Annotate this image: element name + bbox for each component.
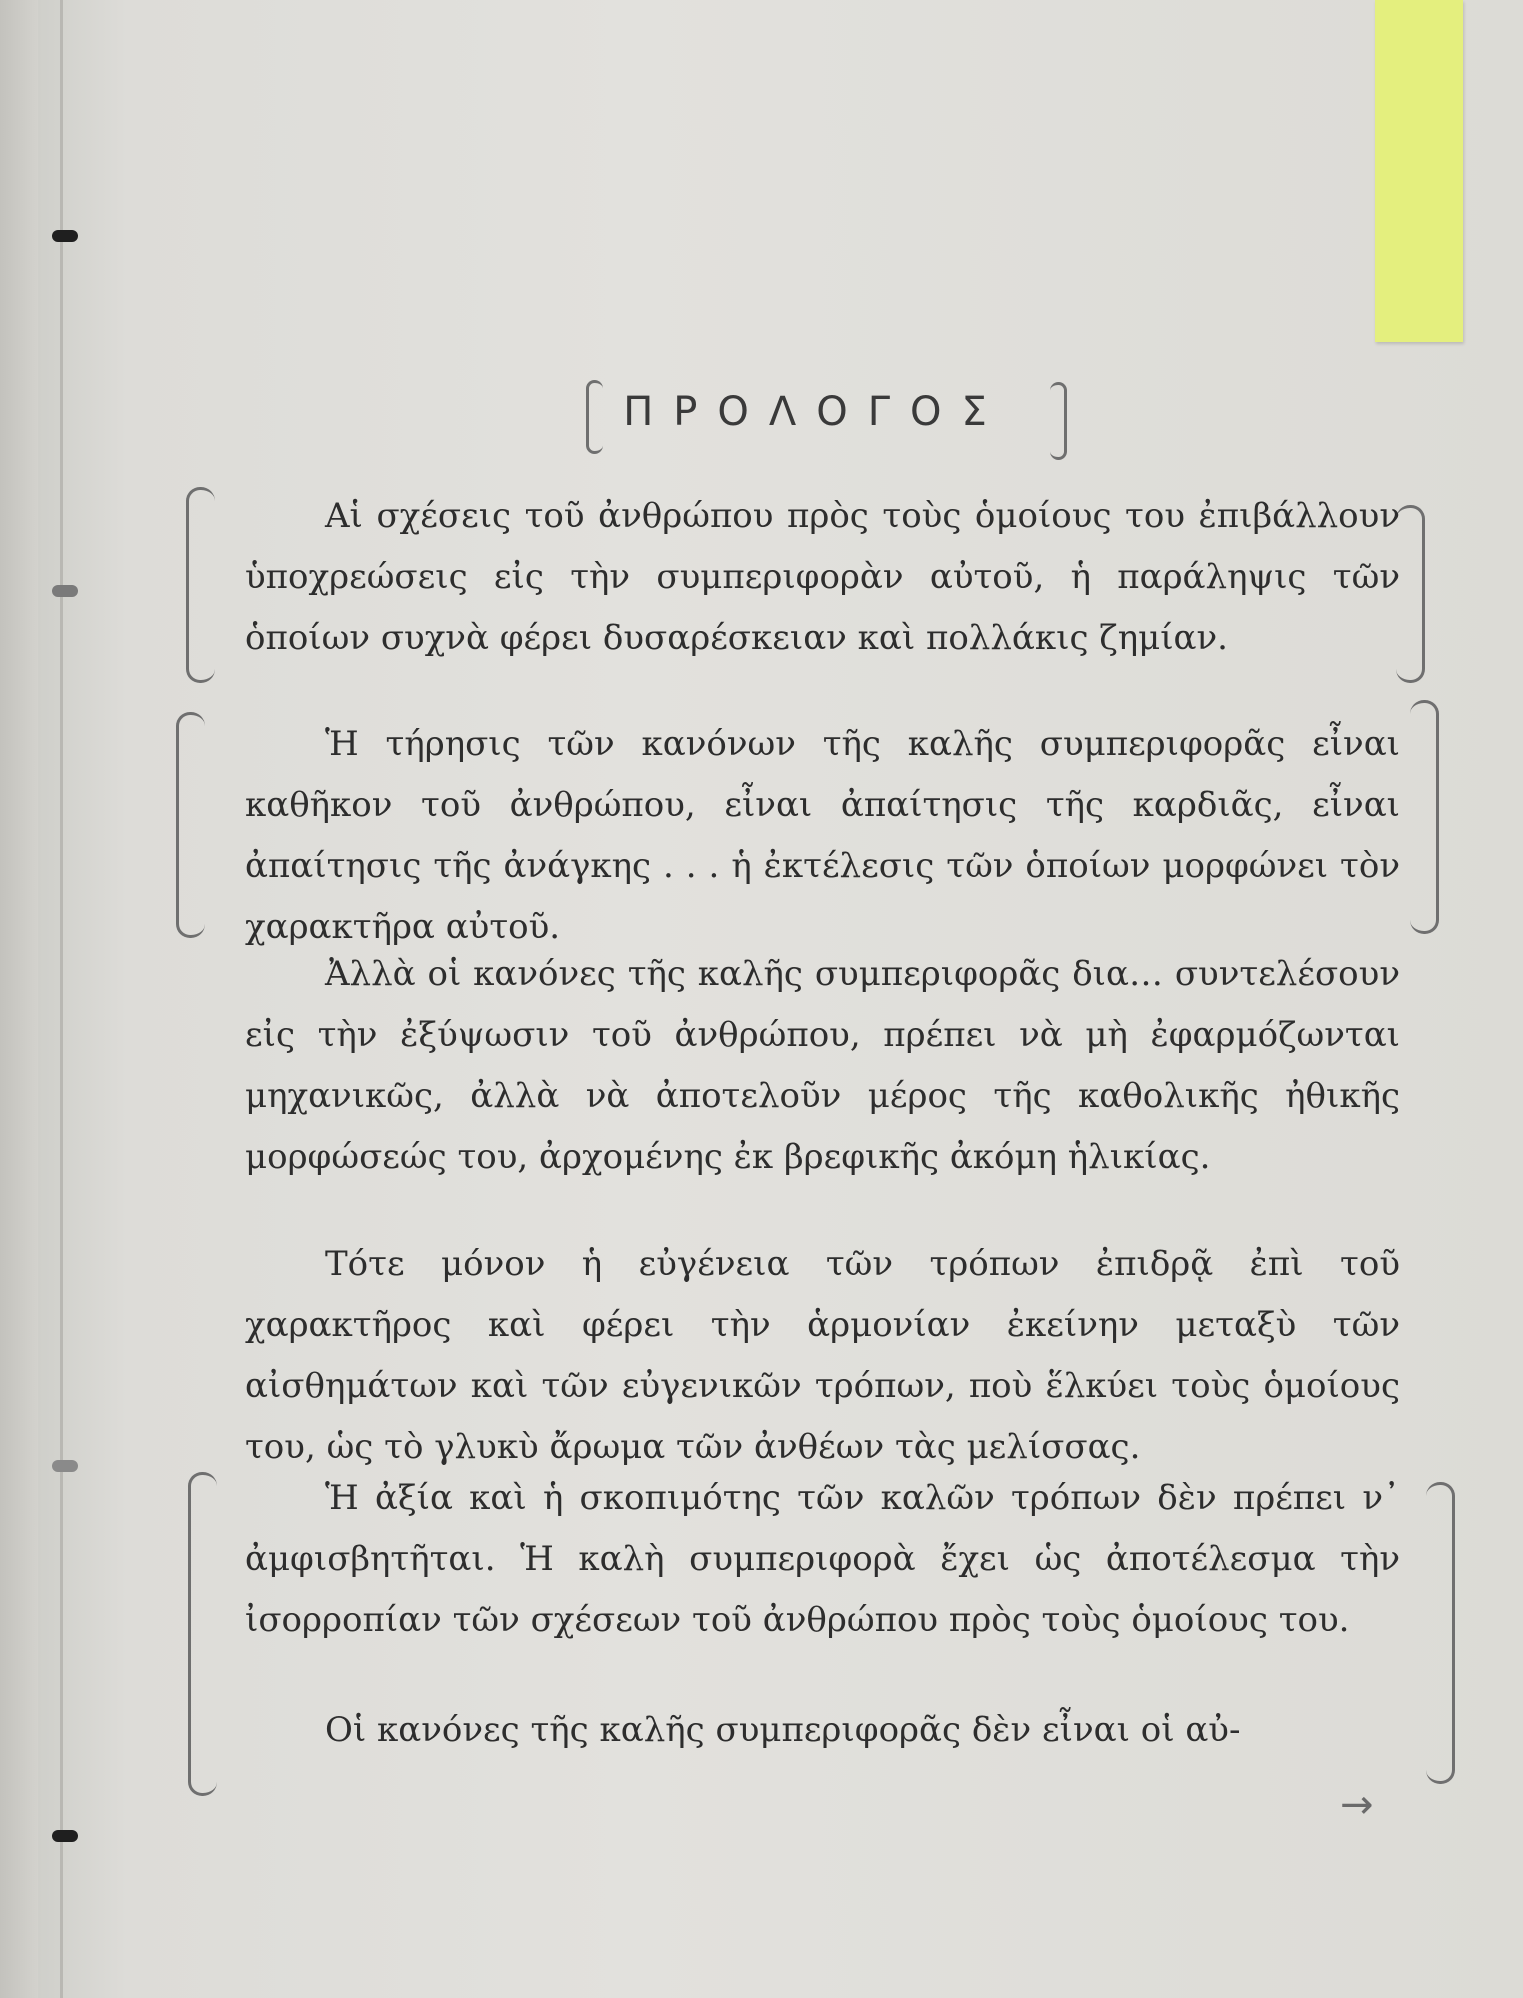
paragraph: Οἱ κανόνες τῆς καλῆς συμπεριφορᾶς δὲν εἶναι οἱ αὐ- [325, 1710, 1241, 1750]
pencil-bracket-right [1396, 505, 1425, 683]
title-bracket-right [1050, 382, 1067, 460]
binding-stitch [52, 1460, 78, 1472]
pencil-bracket-right [1410, 700, 1439, 934]
pencil-bracket-left [186, 487, 215, 683]
paragraph: Ἡ ἀξία καὶ ἡ σκοπιμότης τῶν καλῶν τρόπων δὲν πρέπει ν᾽ ἀμφισβητῆται. Ἡ καλὴ συμπεριφορὰ ἔχει ὡς ἀποτέλεσμα τὴν ἰσορροπίαν τῶν σχέσεων τοῦ ἀνθρώπου πρὸς τοὺς ὁμοίους του. [245, 1478, 1400, 1640]
page-title: ΠΡΟΛΟΓΟΣ [623, 389, 1007, 435]
paragraph: Τότε μόνον ἡ εὐγένεια τῶν τρόπων ἐπιδρᾷ ἐπὶ τοῦ χαρακτῆρος καὶ φέρει τὴν ἁρμονίαν ἐκείνην μεταξὺ τῶν αἰσθημάτων καὶ τῶν εὐγενικῶν τρόπων, ποὺ ἕλκύει τοὺς ὁμοίους του, ὡς τὸ γλυκὺ ἄρωμα τῶν ἀνθέων τὰς μελίσσας. [245, 1244, 1400, 1467]
paragraph: Ἡ τήρησις τῶν κανόνων τῆς καλῆς συμπεριφορᾶς εἶναι καθῆκον τοῦ ἀνθρώπου, εἶναι ἀπαίτησις τῆς καρδιᾶς, εἶναι ἀπαίτησις τῆς ἀνάγκης . . . ἡ ἐκτέλεσις τῶν ὁποίων μορφώνει τὸν χαρακτῆρα αὐτοῦ. [245, 724, 1400, 947]
sticky-note-tab [1375, 0, 1463, 342]
paragraph: Αἱ σχέσεις τοῦ ἀνθρώπου πρὸς τοὺς ὁμοίους του ἐπιβάλλουν ὑποχρεώσεις εἰς τὴν συμπεριφορὰν αὐτοῦ, ἡ παράληψις τῶν ὁποίων συχνὰ φέρει δυσαρέσκειαν καὶ πολλάκις ζημίαν. [245, 496, 1400, 658]
spine-fold [60, 0, 63, 1998]
continue-arrow-mark: → [1340, 1782, 1374, 1828]
binding-stitch [52, 230, 78, 242]
pencil-bracket-right [1426, 1482, 1455, 1784]
binding-stitch [52, 585, 78, 597]
page-gutter [0, 0, 38, 1998]
pencil-bracket-left [176, 712, 205, 938]
binding-stitch [52, 1830, 78, 1842]
paragraph: Ἀλλὰ οἱ κανόνες τῆς καλῆς συμπεριφορᾶς δια… συντελέσουν εἰς τὴν ἐξύψωσιν τοῦ ἀνθρώπου, πρέπει νὰ μὴ ἐφαρμόζωνται μηχανικῶς, ἀλλὰ νὰ ἀποτελοῦν μέρος τῆς καθολικῆς ἠθικῆς μορφώσεώς του, ἀρχομένης ἐκ βρεφικῆς ἀκόμη ἡλικίας. [245, 954, 1400, 1177]
pencil-bracket-left [188, 1472, 217, 1796]
